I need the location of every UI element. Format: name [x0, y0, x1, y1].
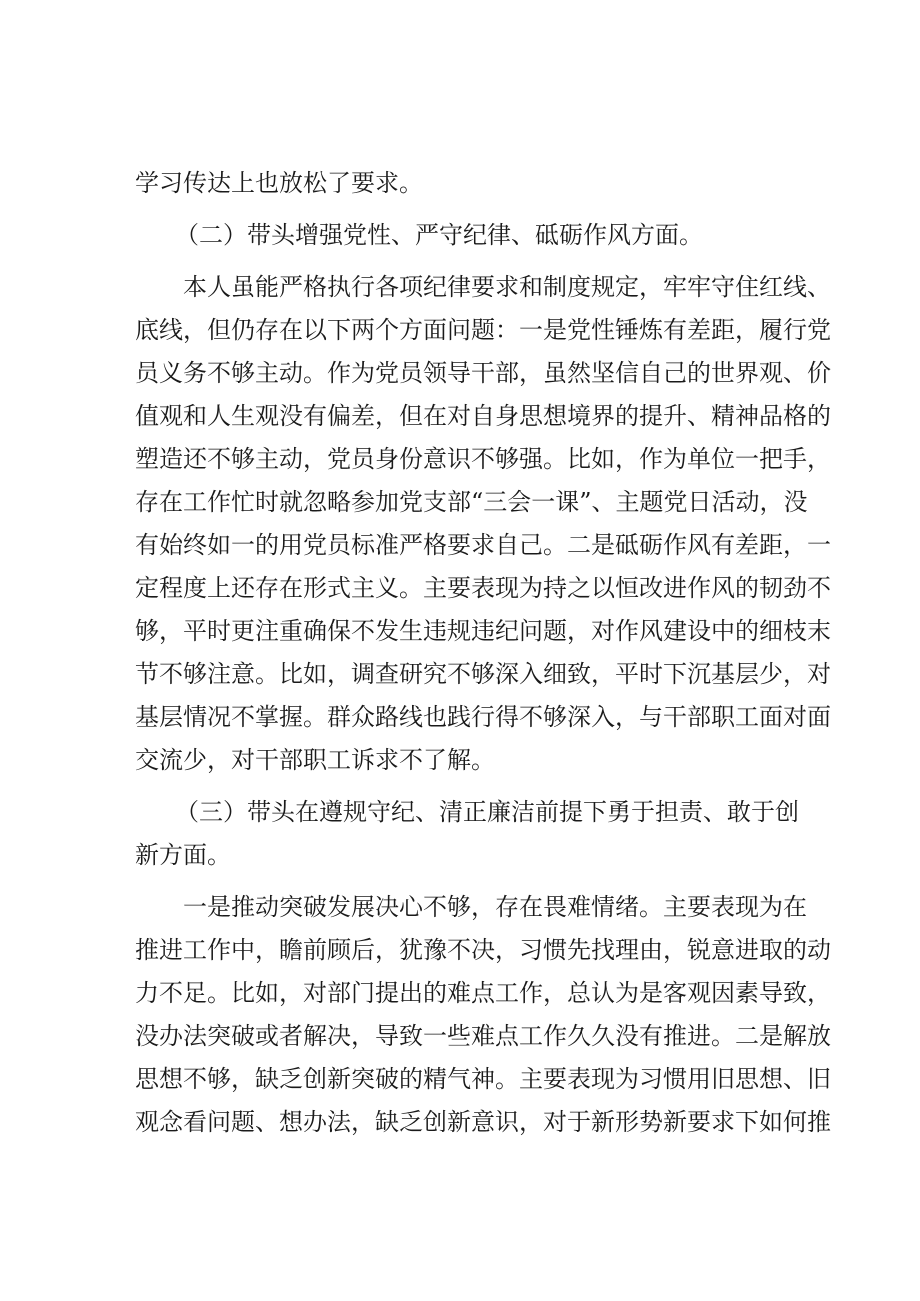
section-heading-3-cont: 新方面。: [135, 841, 231, 869]
text-line: 存在工作忙时就忽略参加党支部“三会一课”、主题党日活动，没: [135, 488, 808, 516]
text-line: 学习传达上也放松了要求。: [135, 169, 423, 197]
text-line: 员义务不够主动。作为党员领导干部，虽然坚信自己的世界观、价: [135, 359, 831, 387]
text-line: 基层情况不掌握。群众路线也践行得不够深入，与干部职工面对面: [135, 703, 831, 731]
text-line: 够，平时更注重确保不发生违规违纪问题，对作风建设中的细枝末: [135, 617, 831, 645]
text-line: 力不足。比如，对部门提出的难点工作，总认为是客观因素导致，: [135, 979, 831, 1007]
text-line: 交流少，对干部职工诉求不了解。: [135, 746, 495, 774]
text-line: 没办法突破或者解决，导致一些难点工作久久没有推进。二是解放: [135, 1022, 831, 1050]
text-line: 有始终如一的用党员标准严格要求自己。二是砥砺作风有差距，一: [135, 531, 831, 559]
text-line: 底线，但仍存在以下两个方面问题：一是党性锤炼有差距，履行党: [135, 316, 831, 344]
text-line: 节不够注意。比如，调查研究不够深入细致，平时下沉基层少，对: [135, 660, 831, 688]
text-line: 定程度上还存在形式主义。主要表现为持之以恒改进作风的韧劲不: [135, 574, 831, 602]
text-line: 本人虽能严格执行各项纪律要求和制度规定，牢牢守住红线、: [183, 273, 831, 301]
text-line: 一是推动突破发展决心不够，存在畏难情绪。主要表现为在: [183, 893, 807, 921]
text-line: 推进工作中，瞻前顾后，犹豫不决，习惯先找理由，锐意进取的动: [135, 936, 831, 964]
text-line: 思想不够，缺乏创新突破的精气神。主要表现为习惯用旧思想、旧: [135, 1065, 831, 1093]
text-line: 塑造还不够主动，党员身份意识不够强。比如，作为单位一把手，: [135, 445, 831, 473]
section-heading-2: （二）带头增强党性、严守纪律、砥砺作风方面。: [175, 221, 703, 249]
section-heading-3: （三）带头在遵规守纪、清正廉洁前提下勇于担责、敢于创: [175, 798, 799, 826]
text-line: 值观和人生观没有偏差，但在对自身思想境界的提升、精神品格的: [135, 402, 831, 430]
text-line: 观念看问题、想办法，缺乏创新意识，对于新形势新要求下如何推: [135, 1108, 831, 1136]
